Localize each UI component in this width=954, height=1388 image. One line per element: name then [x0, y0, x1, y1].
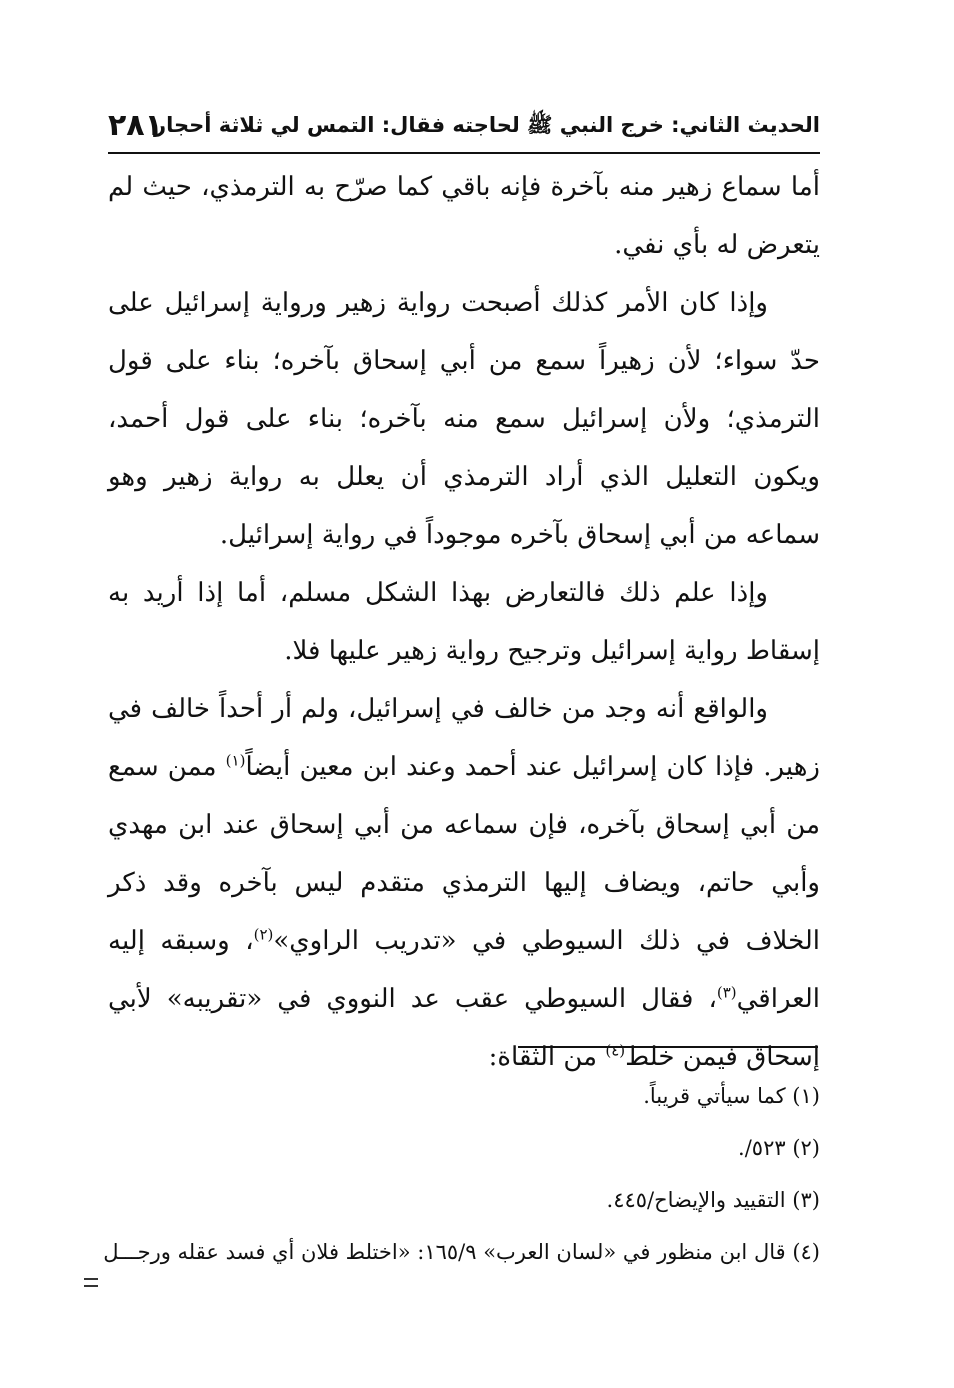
- margin-continuation-mark: [84, 1278, 98, 1287]
- running-title: الحديث الثاني: خرج النبي ﷺ لحاجته فقال: التمس لي ثلاثة أحجار: [154, 113, 820, 137]
- paragraph: [108, 274, 820, 564]
- paragraph-text: أما سماع زهير منه بآخرة فإنه باقي كما صرّح به الترمذي، حيث لم يتعرض له بأي نفي.: [108, 172, 820, 260]
- main-text: [108, 158, 820, 1086]
- footnote-separator: [518, 1046, 818, 1048]
- footnote-ref: (٢): [253, 925, 274, 944]
- footnote: (٣) التقييد والإيضاح/٤٤٥.: [606, 1188, 820, 1212]
- paragraph-text: ممن سمع من أبي إسحاق بآخره، فإن سماعه من أبي إسحاق عند ابن مهدي وأبي حاتم، ويضاف إليها الترمذي متقدم ليس بآخره وقد ذكر الخلاف في ذلك السيوطي في «تدريب الراوي»: [108, 752, 821, 956]
- paragraph-text: ، وسبقه إليه العراقي: [108, 926, 820, 1014]
- footnote: (٤) قال ابن منظور في «لسان العرب» ١٦٥/٩: «اختلط فلان أي فسد عقله ورجـــل: [103, 1240, 820, 1264]
- footnote: (١) كما سيأتي قريباً.: [643, 1084, 820, 1108]
- footnote: (٢) ٥٢٣/.: [738, 1136, 820, 1160]
- footnote-ref: (٣): [716, 983, 737, 1002]
- paragraph-text: وإذا علم ذلك فالتعارض بهذا الشكل مسلم، أما إذا أريد به إسقاط رواية إسرائيل وترجيح رواية زهير عليها فلا.: [108, 578, 820, 666]
- page-header: [108, 108, 820, 154]
- paragraph-text: وإذا كان الأمر كذلك أصبحت رواية زهير ورواية إسرائيل على حدّ سواء؛ لأن زهيراً سمع من أبي إسحاق بآخره؛ بناء على قول الترمذي؛ ولأن إسرائيل سمع منه بآخره؛ بناء على قول أحمد، ويكون التعليل الذي أراد الترمذي أن يعلل به رواية زهير وهو سماعه من أبي إسحاق بآخره موجوداً في رواية إسرائيل.: [108, 288, 820, 550]
- paragraph-text: والواقع أنه وجد من خالف في إسرائيل، ولم أر أحداً خالف في زهير. فإذا كان إسرائيل عند أحمد وعند ابن معين أيضاً: [108, 694, 820, 782]
- page-number: ٢٨١: [108, 108, 163, 143]
- footnote-ref: (١): [225, 751, 246, 770]
- paragraph: [108, 564, 820, 680]
- paragraph: [108, 680, 820, 1086]
- paragraph-text: ، فقال السيوطي عقب عد النووي في «تقريبه» لأبي إسحاق فيمن خلط: [108, 984, 820, 1072]
- paragraph: [108, 158, 820, 274]
- paragraph-text: من الثقاة:: [488, 1042, 606, 1072]
- footnote-ref: (٤): [605, 1041, 626, 1060]
- footnotes: [103, 1070, 820, 1278]
